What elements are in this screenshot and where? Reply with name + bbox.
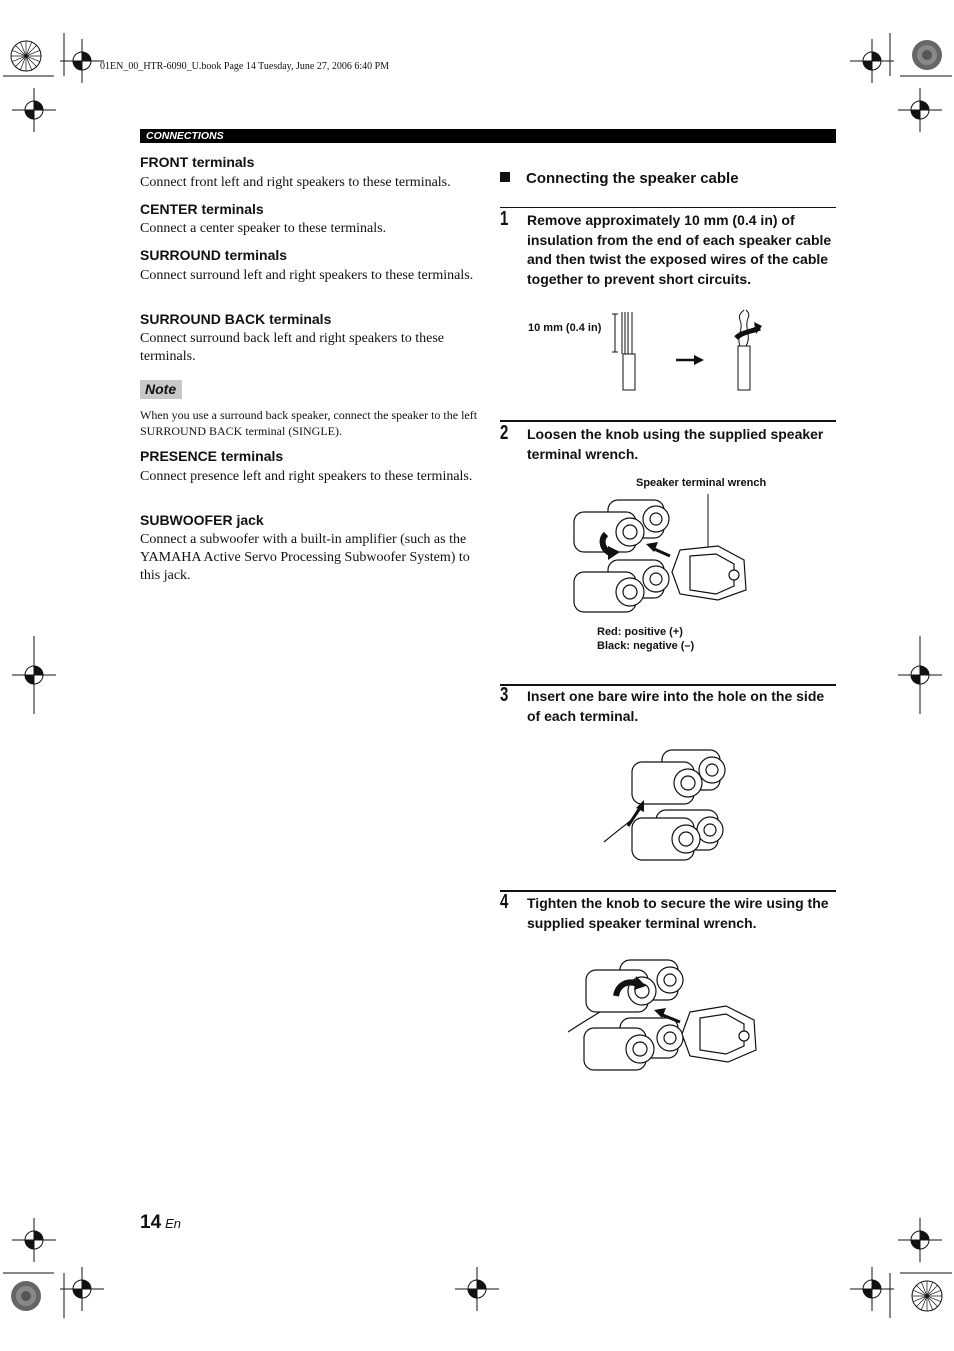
center-terminals-heading: CENTER terminals — [140, 201, 264, 217]
strip-length-label: 10 mm (0.4 in) — [528, 322, 602, 334]
terminal-tighten-illustration — [566, 956, 766, 1082]
step-text: Insert one bare wire into the hole on the side of each terminal. — [527, 688, 825, 724]
file-info: 01EN_00_HTR-6090_U.book Page 14 Tuesday, June 27, 2006 6:40 PM — [100, 61, 390, 72]
center-terminals-text: Connect a center speaker to these terminals. — [140, 221, 387, 236]
divider — [500, 207, 836, 208]
square-bullet-icon — [500, 172, 510, 182]
step-number: 2 — [500, 422, 509, 444]
section-tab-label: CONNECTIONS — [146, 130, 224, 142]
step-number: 1 — [500, 208, 509, 230]
step-number: 3 — [500, 684, 509, 706]
surround-back-heading: SURROUND BACK terminals — [140, 311, 332, 327]
note-label: Note — [145, 381, 177, 397]
step-text: Remove approximately 10 mm (0.4 in) of insulation from the end of each speaker cable and then twist the exposed wires of the cable together to prevent short circuits. — [527, 212, 832, 287]
cable-strip-illustration — [610, 308, 780, 394]
step-number: 4 — [500, 891, 509, 913]
subwoofer-jack-heading: SUBWOOFER jack — [140, 512, 264, 528]
language-code: En — [165, 1216, 182, 1231]
subwoofer-jack-text: Connect a subwoofer with a built-in amplifier (such as the YAMAHA Active Servo Processing Subwoofer System) to this jack. — [140, 532, 470, 583]
step-text: Tighten the knob to secure the wire using the supplied speaker terminal wrench. — [527, 895, 829, 931]
surround-back-text: Connect surround back left and right speakers to these terminals. — [140, 331, 445, 364]
wrench-label: Speaker terminal wrench — [636, 477, 767, 489]
wire-insert-illustration — [600, 744, 740, 870]
divider — [500, 890, 836, 892]
section-tab — [140, 129, 836, 143]
note-label-box — [140, 380, 182, 399]
surround-terminals-heading: SURROUND terminals — [140, 247, 288, 263]
front-terminals-heading: FRONT terminals — [140, 154, 255, 170]
note-text: When you use a surround back speaker, connect the speaker to the left SURROUND BACK terminal (SINGLE). — [140, 408, 478, 438]
page-number: 14 En — [140, 1212, 182, 1233]
black-negative-label: Black: negative (–) — [597, 640, 695, 652]
divider — [500, 420, 836, 422]
presence-terminals-heading: PRESENCE terminals — [140, 448, 284, 464]
front-terminals-text: Connect front left and right speakers to these terminals. — [140, 175, 451, 190]
red-positive-label: Red: positive (+) — [597, 626, 683, 638]
step-text: Loosen the knob using the supplied speaker terminal wrench. — [527, 426, 824, 462]
terminal-loosen-illustration — [568, 490, 758, 626]
divider — [500, 684, 836, 686]
section-title: Connecting the speaker cable — [500, 170, 739, 187]
presence-terminals-text: Connect presence left and right speakers to these terminals. — [140, 469, 473, 484]
surround-terminals-text: Connect surround left and right speakers to these terminals. — [140, 268, 474, 283]
